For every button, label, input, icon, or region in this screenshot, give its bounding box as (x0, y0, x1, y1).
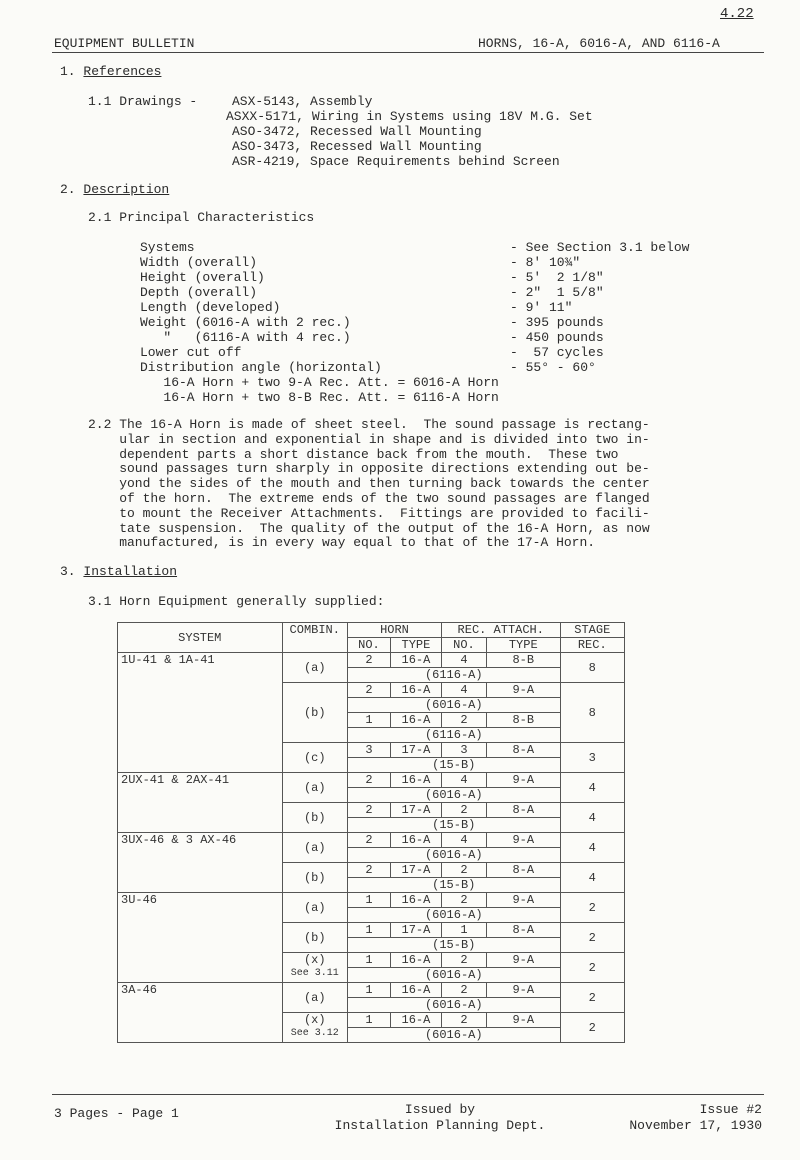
table-row (118, 893, 625, 908)
rec-type-cell: 8-B (486, 713, 560, 728)
rec-type-cell: 8-B (486, 653, 560, 668)
principal-characteristics-heading: 2.1 Principal Characteristics (88, 210, 315, 225)
horn-type-cell: 16-A (390, 773, 441, 788)
horn-type-cell: 16-A (390, 653, 441, 668)
rec-no-cell: 4 (441, 833, 486, 848)
combin-value: (x) (303, 1013, 326, 1027)
assembly-cell: (6016-A) (347, 788, 560, 803)
stage-rec-cell: 2 (560, 983, 624, 1013)
drawing-item: ASXX-5171, Wiring in Systems using 18V M.G. Set (226, 109, 593, 124)
rec-no-cell: 2 (441, 983, 486, 998)
combin-note: See 3.11 (290, 968, 339, 979)
characteristic-row (140, 315, 740, 330)
combin-cell: (c) (282, 743, 347, 773)
system-cell: 3A-46 (118, 983, 283, 1043)
combin-cell: (a) (282, 833, 347, 863)
drawing-item: ASO-3473, Recessed Wall Mounting (232, 139, 482, 154)
paragraph-line: sound passages turn sharply in opposite directions extending out be- (88, 461, 650, 477)
assembly-cell: (15-B) (347, 878, 560, 893)
system-cell: 2UX-41 & 2AX-41 (118, 773, 283, 833)
characteristic-key: Distribution angle (horizontal) (140, 360, 382, 375)
rec-type-cell: 9-A (486, 773, 560, 788)
section-3-title: Installation (83, 564, 178, 579)
horn-type-cell: 16-A (390, 983, 441, 998)
horn-no-cell: 1 (347, 953, 390, 968)
rec-type-cell: 9-A (486, 1013, 560, 1028)
paragraph-line: dependent parts a short distance back from the mouth. These two (88, 446, 619, 462)
horn-no-cell: 1 (347, 923, 390, 938)
horn-type-cell: 16-A (390, 1013, 441, 1028)
assembly-cell: (6116-A) (347, 728, 560, 743)
section-3-1-heading: 3.1 Horn Equipment generally supplied: (88, 594, 385, 609)
characteristic-value: - 2" 1 5/8" (510, 285, 604, 300)
combin-cell: (a) (282, 893, 347, 923)
paragraph-line: 2.2 The 16-A Horn is made of sheet steel. The sound passage is rectang- (88, 417, 650, 432)
rec-type-cell: 9-A (486, 953, 560, 968)
rec-no-cell: 2 (441, 893, 486, 908)
horn-no-cell: 1 (347, 1013, 390, 1028)
system-cell: 3U-46 (118, 893, 283, 983)
assembly-cell: (6116-A) (347, 668, 560, 683)
paragraph-line: yond the sides of the mouth and then turning back towards the center (88, 476, 650, 492)
rec-no-cell: 4 (441, 773, 486, 788)
assembly-cell: (6016-A) (347, 848, 560, 863)
characteristic-key: " (6116-A with 4 rec.) (140, 330, 351, 345)
header-horn-no: NO. (347, 638, 390, 653)
characteristic-value: - See Section 3.1 below (510, 240, 690, 255)
header-right: HORNS, 16-A, 6016-A, AND 6116-A (478, 36, 720, 51)
horn-type-cell: 17-A (390, 863, 441, 878)
characteristic-row (140, 270, 740, 285)
header-stage: STAGE (560, 623, 624, 638)
assembly-cell: (6016-A) (347, 698, 560, 713)
header-combin: COMBIN. (282, 623, 347, 653)
assembly-cell: (15-B) (347, 818, 560, 833)
characteristic-row (140, 375, 740, 390)
stage-rec-cell: 3 (560, 743, 624, 773)
stage-rec-cell: 4 (560, 803, 624, 833)
horn-type-cell: 17-A (390, 743, 441, 758)
rec-type-cell: 9-A (486, 683, 560, 698)
characteristic-value: - 8' 10¾" (510, 255, 581, 270)
characteristic-row (140, 330, 740, 345)
assembly-cell: (6016-A) (347, 968, 560, 983)
header-rule (52, 52, 764, 53)
combin-cell: (b) (282, 863, 347, 893)
stage-rec-cell: 2 (560, 953, 624, 983)
rec-no-cell: 3 (441, 743, 486, 758)
horn-no-cell: 1 (347, 893, 390, 908)
stage-rec-cell: 2 (560, 1013, 624, 1043)
header-rec-no: NO. (441, 638, 486, 653)
characteristic-key: Height (overall) (140, 270, 265, 285)
section-2-heading (60, 182, 169, 197)
assembly-cell: (6016-A) (347, 998, 560, 1013)
characteristic-row (140, 300, 740, 315)
section-3-number: 3. (60, 564, 76, 579)
table-header-row (118, 623, 625, 638)
header-horn-type: TYPE (390, 638, 441, 653)
characteristic-row (140, 285, 740, 300)
characteristic-value: - 55° - 60° (510, 360, 596, 375)
characteristics-list (140, 240, 740, 405)
rec-no-cell: 2 (441, 803, 486, 818)
rec-no-cell: 2 (441, 953, 486, 968)
rec-type-cell: 8-A (486, 923, 560, 938)
characteristic-row (140, 240, 740, 255)
characteristic-value: - 395 pounds (510, 315, 604, 330)
section-2-title: Description (83, 182, 170, 197)
rec-no-cell: 4 (441, 683, 486, 698)
horn-no-cell: 1 (347, 983, 390, 998)
stage-rec-cell: 2 (560, 893, 624, 923)
horn-type-cell: 16-A (390, 833, 441, 848)
footer-issuer (300, 1102, 580, 1134)
characteristic-key: 16-A Horn + two 9-A Rec. Att. = 6016-A Horn (140, 375, 499, 390)
stage-rec-cell: 8 (560, 653, 624, 683)
combin-cell: (b) (282, 923, 347, 953)
paragraph-line: tate suspension. The quality of the output of the 16-A Horn, as now (88, 520, 650, 536)
stage-rec-cell: 2 (560, 923, 624, 953)
characteristic-key: Weight (6016-A with 2 rec.) (140, 315, 351, 330)
characteristic-row (140, 255, 740, 270)
horn-type-cell: 16-A (390, 893, 441, 908)
characteristic-key: 16-A Horn + two 8-B Rec. Att. = 6116-A Horn (140, 390, 499, 405)
combin-cell: (a) (282, 773, 347, 803)
rec-type-cell: 9-A (486, 833, 560, 848)
characteristic-key: Depth (overall) (140, 285, 258, 300)
paragraph-line: manufactured, is in every way equal to that of the 17-A Horn. (88, 535, 596, 551)
system-cell: 1U-41 & 1A-41 (118, 653, 283, 773)
section-3-heading (60, 564, 177, 579)
characteristic-row (140, 345, 740, 360)
header-system: SYSTEM (118, 623, 283, 653)
section-1-number: 1. (60, 64, 76, 79)
header-horn: HORN (347, 623, 441, 638)
horn-type-cell: 16-A (390, 683, 441, 698)
combin-value: (x) (303, 953, 326, 967)
paragraph-line: of the horn. The extreme ends of the two sound passages are flanged (88, 490, 650, 506)
characteristic-row (140, 360, 740, 375)
characteristic-key: Lower cut off (140, 345, 242, 360)
header-rec: REC. (560, 638, 624, 653)
horn-type-cell: 16-A (390, 713, 441, 728)
horn-no-cell: 2 (347, 773, 390, 788)
horn-no-cell: 1 (347, 713, 390, 728)
rec-no-cell: 2 (441, 1013, 486, 1028)
footer-department: Installation Planning Dept. (334, 1118, 546, 1133)
drawing-item: ASX-5143, Assembly (232, 94, 373, 109)
header-left: EQUIPMENT BULLETIN (54, 36, 195, 51)
combin-cell: (b) (282, 803, 347, 833)
horn-no-cell: 2 (347, 653, 390, 668)
characteristic-key: Length (developed) (140, 300, 281, 315)
horn-type-cell: 17-A (390, 923, 441, 938)
combin-cell: (a) (282, 983, 347, 1013)
paragraph-line: to mount the Receiver Attachments. Fittings are provided to facili- (88, 505, 650, 521)
footer-issue-number: Issue #2 (699, 1102, 762, 1117)
drawings-list (226, 94, 593, 169)
assembly-cell: (15-B) (347, 938, 560, 953)
horn-no-cell: 2 (347, 863, 390, 878)
stage-rec-cell: 4 (560, 833, 624, 863)
table-row (118, 773, 625, 788)
drawing-item: ASR-4219, Space Requirements behind Screen (232, 154, 560, 169)
assembly-cell: (6016-A) (347, 908, 560, 923)
rec-no-cell: 4 (441, 653, 486, 668)
rec-type-cell: 8-A (486, 863, 560, 878)
footer-issue (590, 1102, 762, 1134)
rec-type-cell: 8-A (486, 803, 560, 818)
characteristic-value: - 450 pounds (510, 330, 604, 345)
characteristic-row (140, 390, 740, 405)
rec-no-cell: 2 (441, 713, 486, 728)
footer-issued-by: Issued by (404, 1102, 476, 1117)
stage-rec-cell: 4 (560, 773, 624, 803)
section-1-title: References (83, 64, 162, 79)
characteristic-value: - 9' 11" (510, 300, 573, 315)
assembly-cell: (15-B) (347, 758, 560, 773)
horn-equipment-table (117, 622, 625, 1043)
combin-cell: (b) (282, 683, 347, 743)
rec-type-cell: 9-A (486, 983, 560, 998)
assembly-cell: (6016-A) (347, 1028, 560, 1043)
paragraph-line: ular in section and exponential in shape and is divided into two in- (88, 431, 650, 447)
horn-type-cell: 16-A (390, 953, 441, 968)
horn-no-cell: 2 (347, 683, 390, 698)
combin-cell (282, 1013, 347, 1043)
table-row (118, 653, 625, 668)
footer-issue-date: November 17, 1930 (629, 1118, 762, 1133)
paragraph-2-2 (88, 418, 748, 551)
header-rec-type: TYPE (486, 638, 560, 653)
rec-no-cell: 2 (441, 863, 486, 878)
drawing-item: ASO-3472, Recessed Wall Mounting (232, 124, 482, 139)
combin-note: See 3.12 (290, 1028, 339, 1039)
characteristic-key: Width (overall) (140, 255, 258, 270)
page-number: 4.22 (720, 6, 754, 22)
characteristic-value: - 57 cycles (510, 345, 604, 360)
rec-type-cell: 8-A (486, 743, 560, 758)
characteristic-key: Systems (140, 240, 195, 255)
footer-rule (52, 1094, 764, 1095)
footer-pages: 3 Pages - Page 1 (54, 1106, 179, 1121)
section-2-number: 2. (60, 182, 76, 197)
combin-cell (282, 953, 347, 983)
stage-rec-cell: 4 (560, 863, 624, 893)
table-row (118, 983, 625, 998)
drawings-label: 1.1 Drawings - (88, 94, 198, 109)
rec-no-cell: 1 (441, 923, 486, 938)
table-row (118, 833, 625, 848)
stage-rec-cell: 8 (560, 683, 624, 743)
characteristic-value: - 5' 2 1/8" (510, 270, 604, 285)
horn-no-cell: 2 (347, 803, 390, 818)
system-cell: 3UX-46 & 3 AX-46 (118, 833, 283, 893)
horn-type-cell: 17-A (390, 803, 441, 818)
header-rec-attach: REC. ATTACH. (441, 623, 560, 638)
section-1-heading (60, 64, 161, 79)
rec-type-cell: 9-A (486, 893, 560, 908)
horn-no-cell: 3 (347, 743, 390, 758)
horn-no-cell: 2 (347, 833, 390, 848)
combin-cell: (a) (282, 653, 347, 683)
